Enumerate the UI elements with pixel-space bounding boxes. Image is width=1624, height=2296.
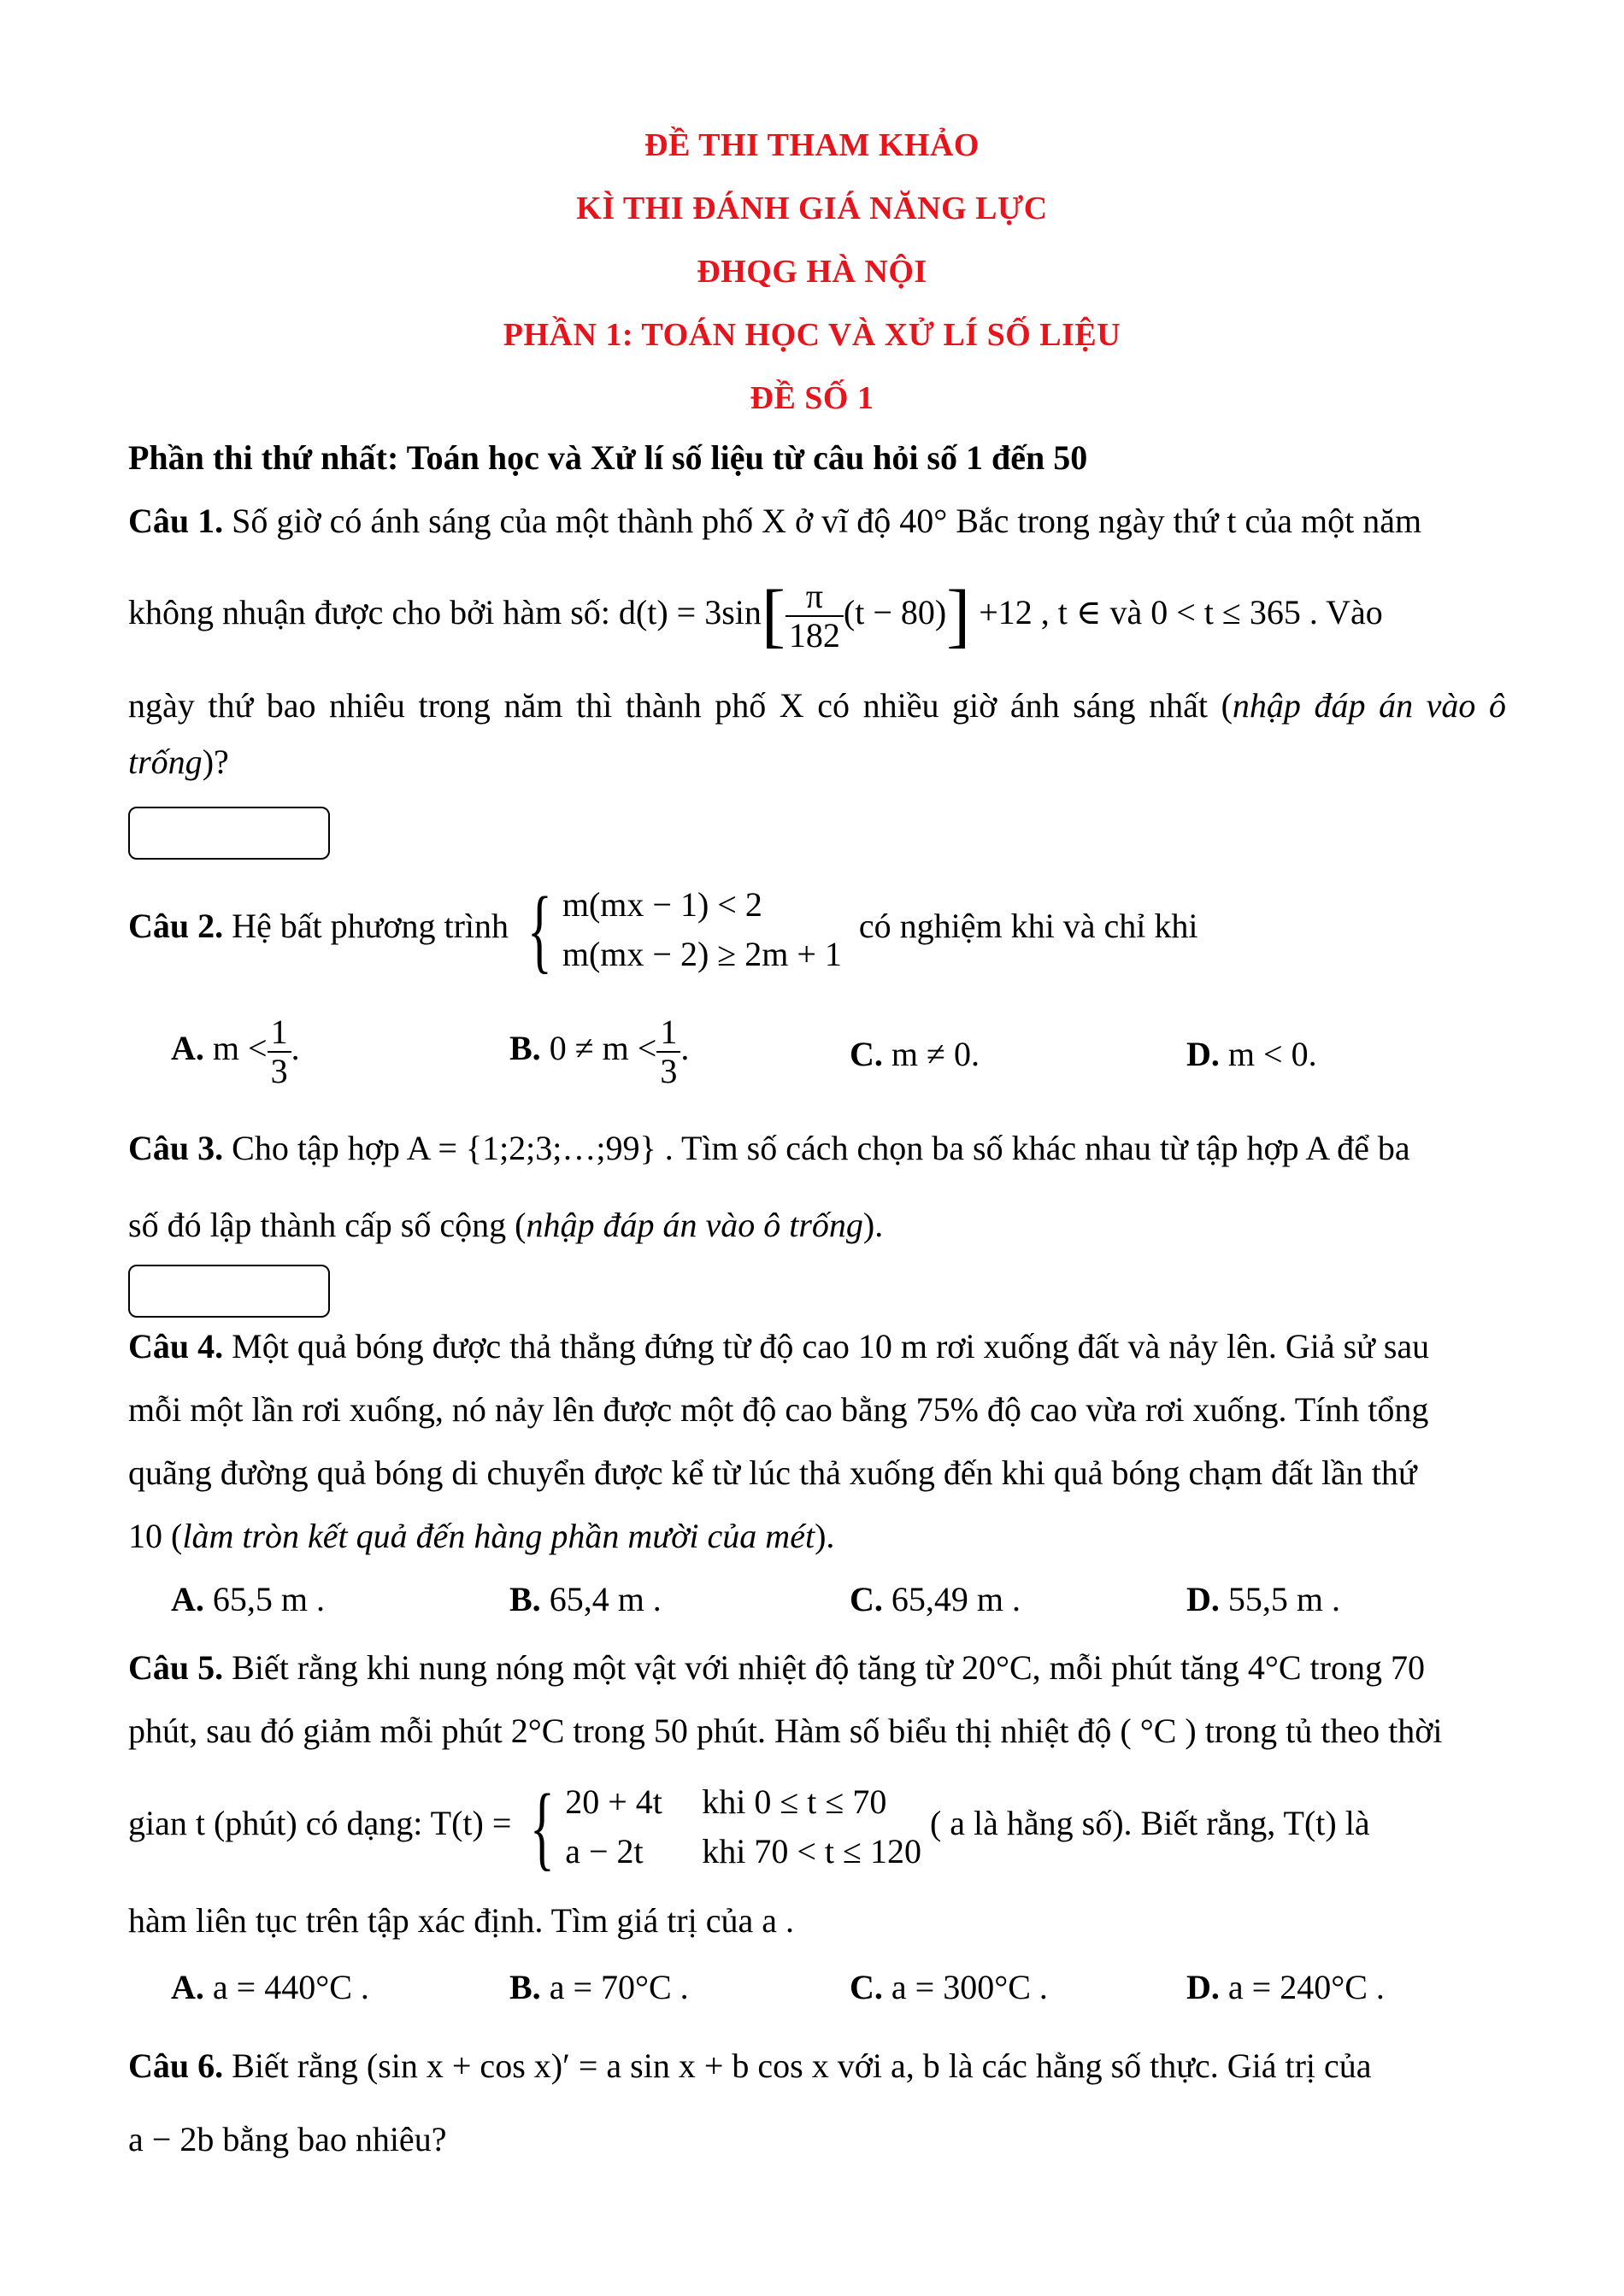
question-5-line-3: gian t (phút) có dạng: T(t) = { 20 + 4t khi 0 ≤ t ≤ 70 a − 2t khi 70 < t ≤ 120 ( a là hằng số). Biết rằng, T(t) là <box>128 1774 1370 1879</box>
section-title: Phần thi thứ nhất: Toán học và Xử lí số liệu từ câu hỏi số 1 đến 50 <box>128 438 1088 477</box>
question-2-stem: Câu 2. Hệ bất phương trình { m(mx − 1) < 2 m(mx − 2) ≥ 2m + 1 có nghiệm khi và chỉ khi <box>128 877 1198 982</box>
question-4-line-3: quãng đường quả bóng di chuyển được kể từ lúc thả xuống đến khi quả bóng chạm đất lần thứ <box>128 1453 1417 1492</box>
header-line-3: ĐHQG HÀ NỘI <box>697 254 927 290</box>
question-4-line-1: Câu 4. Một quả bóng được thả thẳng đứng từ độ cao 10 m rơi xuống đất và nảy lên. Giả sử sau <box>128 1327 1430 1365</box>
question-5-label: Câu 5. <box>128 1648 224 1687</box>
question-3-line-1: Câu 3. Cho tập hợp A = {1;2;3;…;99} . Tìm số cách chọn ba số khác nhau từ tập hợp A để ba <box>128 1129 1410 1167</box>
question-3-line-2: số đó lập thành cấp số cộng (nhập đáp án vào ô trống). <box>128 1206 884 1244</box>
pi-over-182-fraction: $\frac{\pi}{182}$ <box>786 578 844 655</box>
question-3-label: Câu 3. <box>128 1129 224 1167</box>
question-1-answer-box[interactable] <box>128 807 330 860</box>
question-4-option-c[interactable]: C. 65,49 m . <box>850 1580 1021 1618</box>
question-1-line-4: trống)? <box>128 743 229 781</box>
question-2-option-c[interactable]: C. m ≠ 0. <box>850 1035 980 1073</box>
header-line-2: KÌ THI ĐÁNH GIÁ NĂNG LỰC <box>576 191 1048 226</box>
question-1-line-1: Câu 1. Số giờ có ánh sáng của một thành phố X ở vĩ độ 40° Bắc trong ngày thứ t của một năm <box>128 502 1422 540</box>
header-line-1: ĐỀ THI THAM KHẢO <box>644 127 980 163</box>
header-line-4: PHẦN 1: TOÁN HỌC VÀ XỬ LÍ SỐ LIỆU <box>503 317 1121 353</box>
question-5-option-b[interactable]: B. a = 70°C . <box>509 1968 689 2006</box>
question-5-line-1: Câu 5. Biết rằng khi nung nóng một vật với nhiệt độ tăng từ 20°C, mỗi phút tăng 4°C trong 70 <box>128 1648 1425 1687</box>
header-line-5: ĐỀ SỐ 1 <box>750 380 874 416</box>
question-2-option-a[interactable]: A. m < $\frac{1}{3}$ . <box>171 1013 300 1090</box>
piecewise-function: 20 + 4t khi 0 ≤ t ≤ 70 a − 2t khi 70 < t ≤ 120 <box>565 1782 921 1870</box>
question-6-line-2: a − 2b bằng bao nhiêu? <box>128 2120 447 2158</box>
question-5-option-a[interactable]: A. a = 440°C . <box>171 1968 369 2006</box>
question-5-line-2: phút, sau đó giảm mỗi phút 2°C trong 50 phút. Hàm số biểu thị nhiệt độ ( °C ) trong tủ theo thời <box>128 1712 1443 1750</box>
question-2-option-d[interactable]: D. m < 0. <box>1186 1035 1317 1073</box>
question-4-option-a[interactable]: A. 65,5 m . <box>171 1580 326 1618</box>
question-1-line-3: ngày thứ bao nhiêu trong năm thì thành phố X có nhiều giờ ánh sáng nhất (nhập đáp án vào ô <box>128 686 1506 725</box>
question-2-label: Câu 2. <box>128 907 224 945</box>
question-4-option-d[interactable]: D. 55,5 m . <box>1186 1580 1341 1618</box>
question-4-label: Câu 4. <box>128 1327 224 1365</box>
question-6-line-1: Câu 6. Biết rằng (sin x + cos x)′ = a sin x + b cos x với a, b là các hằng số thực. Giá trị của <box>128 2046 1372 2085</box>
question-1-label: Câu 1. <box>128 502 224 540</box>
question-1-line-2: không nhuận được cho bởi hàm số: d(t) = 3sin[ $\frac{\pi}{182}$ (t − 80)] +12 , t ∈ và 0 < t ≤ 365 . Vào <box>128 576 1383 655</box>
question-5-option-d[interactable]: D. a = 240°C . <box>1186 1968 1385 2006</box>
question-4-option-b[interactable]: B. 65,4 m . <box>509 1580 662 1618</box>
question-5-line-4: hàm liên tục trên tập xác định. Tìm giá trị của a . <box>128 1901 795 1940</box>
question-6-label: Câu 6. <box>128 2046 224 2085</box>
question-3-answer-box[interactable] <box>128 1265 330 1318</box>
question-4-line-2: mỗi một lần rơi xuống, nó nảy lên được một độ cao bằng 75% độ cao vừa rơi xuống. Tính tổng <box>128 1390 1429 1429</box>
question-5-option-c[interactable]: C. a = 300°C . <box>850 1968 1048 2006</box>
question-4-line-4: 10 (làm tròn kết quả đến hàng phần mười của mét). <box>128 1517 835 1555</box>
question-2-system: m(mx − 1) < 2 m(mx − 2) ≥ 2m + 1 <box>562 884 842 973</box>
question-2-option-b[interactable]: B. 0 ≠ m < $\frac{1}{3}$ . <box>509 1013 690 1090</box>
